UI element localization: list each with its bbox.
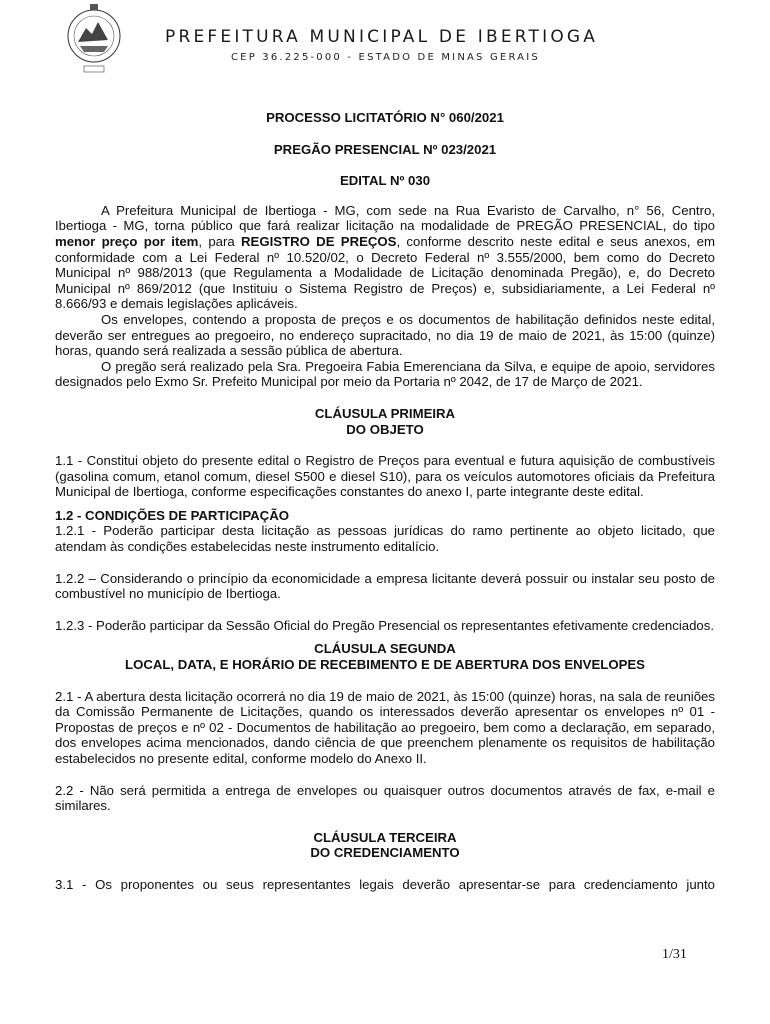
clause1-subtitle: DO OBJETO — [346, 421, 424, 437]
clause1-title: CLÁUSULA PRIMEIRA — [314, 405, 456, 421]
intro-text-c: , conforme descrito neste edital e seus anexos, em conformidade com a Lei Federal nº 10.520/02, o Decreto Federal nº 3.555/2000, bem como do Decreto Municipal nº 988/2013 (que Regulamenta a Modalidade de Licitação denominada Pregão), e, do Decreto Municipal nº 869/2012 (que Instituiu o Sistema Registro de Preços) e, subsidiariamente, a Lei Federal nº 8.666/93 e demais legislações aplicáveis. — [55, 233, 716, 312]
item-1-2-3: 1.2.3 - Poderão participar da Sessão Oficial do Pregão Presencial os representantes efetivamente credenciados. — [55, 617, 715, 633]
clause2-subtitle: LOCAL, DATA, E HORÁRIO DE RECEBIMENTO E DE ABERTURA DOS ENVELOPES — [125, 657, 645, 673]
clause3-title: CLÁUSULA TERCEIRA — [313, 829, 457, 845]
clause3-subtitle: DO CREDENCIAMENTO — [310, 845, 460, 861]
item-1-2-1: 1.2.1 - Poderão participar desta licitação as pessoas jurídicas do ramo pertinente ao objeto licitado, que atendam às condições estabelecidas neste instrumento editalício. — [55, 523, 715, 555]
item-1-1: 1.1 - Constitui objeto do presente edital o Registro de Preços para eventual e futura aquisição de combustíveis (gasolina comum, etanol comum, diesel S500 e diesel S10), para os veículos automotores oficiais da Prefeitura Municipal de Ibertioga, conforme especificações constantes do anexo I, parte integrante deste edital. — [55, 453, 715, 500]
item-2-2: 2.2 - Não será permitida a entrega de envelopes ou quaisquer outros documentos através de fax, e-mail e similares. — [55, 782, 715, 814]
item-2-1: 2.1 - A abertura desta licitação ocorrerá no dia 19 de maio de 2021, às 15:00 (quinze) horas, na sala de reuniões da Comissão Permanente de Licitações, quando os interessados deverão apresentar os envelopes nº 01 - Propostas de preços e nº 02 - Documentos de habilitação ao pregoeiro, bem como a declaração, em separado, dos envelopes acima mencionados, dando ciência de que preenchem plenamente os requisitos de habilitação estabelecidos no presente edital, conforme modelo do Anexo II. — [55, 688, 715, 766]
intro-text-b: , para — [198, 233, 242, 249]
pregao-heading: PREGÃO PRESENCIAL Nº 023/2021 — [273, 141, 497, 157]
envelopes-paragraph: Os envelopes, contendo a proposta de preços e os documentos de habilitação definidos neste edital, deverão ser entregues ao pregoeiro, no endereço supracitado, no dia 19 de maio de 2021, às 15:00 (quinze) horas, quando será realizada a sessão pública de abertura. — [55, 311, 715, 359]
clause2-title: CLÁUSULA SEGUNDA — [314, 641, 456, 657]
letterhead — [0, 0, 770, 90]
header-title: PREFEITURA MUNICIPAL DE IBERTIOGA — [165, 27, 599, 47]
intro-paragraph — [55, 203, 715, 312]
edital-heading: EDITAL Nº 030 — [339, 173, 431, 189]
intro-bold-registro: REGISTRO DE PREÇOS — [241, 233, 397, 249]
intro-bold-criteria: menor preço por item — [55, 233, 199, 249]
pregoeira-paragraph: O pregão será realizado pela Sra. Pregoeira Fabia Emerenciana da Silva, e equipe de apoio, servidores designados pelo Exmo Sr. Prefeito Municipal por meio da Portaria nº 2042, de 17 de Março de 2021. — [55, 358, 715, 390]
processo-heading: PROCESSO LICITATÓRIO N° 060/2021 — [266, 110, 504, 125]
item-3-1: 3.1 - Os proponentes ou seus representantes legais deverão apresentar-se para credenciamento junto — [55, 876, 715, 892]
item-1-2-title: 1.2 - CONDIÇÕES DE PARTICIPAÇÃO — [55, 507, 289, 523]
header-subtitle: CEP 36.225-000 - ESTADO DE MINAS GERAIS — [231, 52, 540, 63]
document-body — [55, 110, 715, 893]
page-number: 1/31 — [662, 947, 687, 962]
intro-text-a: A Prefeitura Municipal de Ibertioga - MG, com sede na Rua Evaristo de Carvalho, n° 56, Centro, Ibertioga - MG, torna público que fará realizar licitação na modalidade de PREGÃO PRESENCIAL, do tipo — [55, 202, 715, 234]
municipal-seal-icon — [66, 2, 122, 76]
item-1-2-2: 1.2.2 – Considerando o princípio da economicidade a empresa licitante deverá possuir ou instalar seu posto de combustível no município de Ibertioga. — [55, 570, 715, 602]
